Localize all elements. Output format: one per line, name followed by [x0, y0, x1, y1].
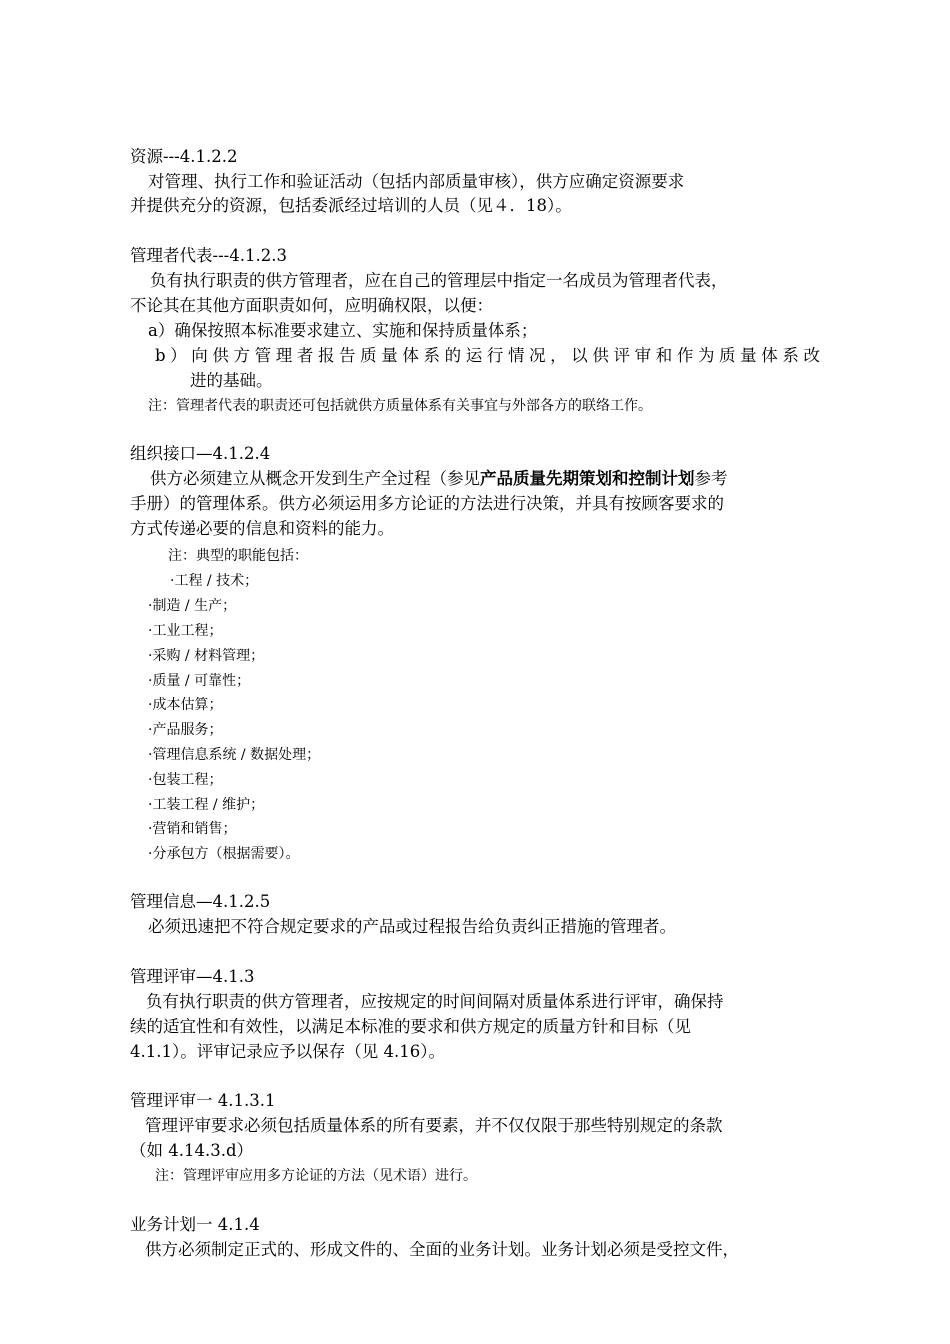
paragraph-line: 方式传递必要的信息和资料的能力。: [130, 519, 394, 538]
list-item-continuation: 进的基础。: [190, 371, 273, 390]
section-heading-business-plan: 业务计划一 4.1.4: [130, 1215, 260, 1234]
function-item: ·包装工程；: [148, 772, 223, 788]
function-item: ·产品服务；: [148, 722, 223, 738]
section-heading-management-review: 管理评审—4.1.3: [130, 967, 255, 986]
function-item: ·管理信息系统 / 数据处理；: [148, 747, 321, 763]
paragraph-line: [150, 468, 728, 490]
function-item: ·质量 / 可靠性；: [148, 673, 251, 689]
list-item: b）向供方管理者报告质量体系的运行情况，以供评审和作为质量体系改: [155, 346, 820, 365]
section-heading-management-information: 管理信息—4.1.2.5: [130, 892, 271, 911]
section-heading-management-review-supplement: 管理评审一 4.1.3.1: [130, 1091, 276, 1110]
paragraph-line: 必须迅速把不符合规定要求的产品或过程报告给负责纠正措施的管理者。: [148, 917, 676, 936]
paragraph-line: 负有执行职责的供方管理者，应在自己的管理层中指定一名成员为管理者代表，: [150, 271, 728, 290]
section-heading-management-representative: 管理者代表---4.1.2.3: [130, 246, 287, 265]
function-item: ·制造 / 生产；: [148, 598, 237, 614]
paragraph-text: 参考: [694, 469, 728, 488]
note: 注：典型的职能包括：: [168, 548, 308, 564]
paragraph-line: 管理评审要求必须包括质量体系的所有要素，并不仅仅限于那些特别规定的条款: [145, 1116, 723, 1135]
function-item: ·工装工程 / 维护；: [148, 797, 265, 813]
reference-manual-title: 产品质量先期策划和控制计划: [480, 469, 695, 488]
section-heading-organizational-interface: 组织接口—4.1.2.4: [130, 444, 271, 463]
paragraph-line: 负有执行职责的供方管理者，应按规定的时间间隔对质量体系进行评审，确保持: [146, 992, 724, 1011]
paragraph-line: 手册）的管理体系。供方必须运用多方论证的方法进行决策，并具有按顾客要求的: [130, 494, 724, 513]
function-item: ·分承包方（根据需要）。: [148, 846, 300, 862]
paragraph-line: （如 4.14.3.d）: [130, 1141, 254, 1160]
function-item: ·工业工程；: [148, 623, 223, 639]
paragraph-line: 供方必须制定正式的、形成文件的、全面的业务计划。业务计划必须是受控文件，: [145, 1240, 739, 1259]
paragraph-line: 续的适宜性和有效性，以满足本标准的要求和供方规定的质量方针和目标（见: [130, 1017, 691, 1036]
function-item: ·成本估算；: [148, 697, 223, 713]
function-item: ·营销和销售；: [148, 821, 237, 837]
function-item: ·工程 / 技术；: [170, 573, 259, 589]
paragraph-line: 4.1.1）。评审记录应予以保存（见 4.16）。: [130, 1042, 445, 1061]
paragraph-line: 对管理、执行工作和验证活动（包括内部质量审核），供方应确定资源要求: [148, 172, 685, 191]
note: 注：管理评审应用多方论证的方法（见术语）进行。: [155, 1168, 477, 1184]
paragraph-line: 并提供充分的资源，包括委派经过培训的人员（见４．18）。: [130, 196, 572, 215]
paragraph-text: 供方必须建立从概念开发到生产全过程（参见: [150, 469, 480, 488]
function-item: ·采购 / 材料管理；: [148, 648, 265, 664]
note: 注：管理者代表的职责还可包括就供方质量体系有关事宜与外部各方的联络工作。: [148, 398, 652, 414]
paragraph-line: 不论其在其他方面职责如何，应明确权限，以便：: [130, 296, 493, 315]
list-item: a）确保按照本标准要求建立、实施和保持质量体系；: [148, 321, 538, 340]
section-heading-resources: 资源---4.1.2.2: [130, 147, 238, 166]
